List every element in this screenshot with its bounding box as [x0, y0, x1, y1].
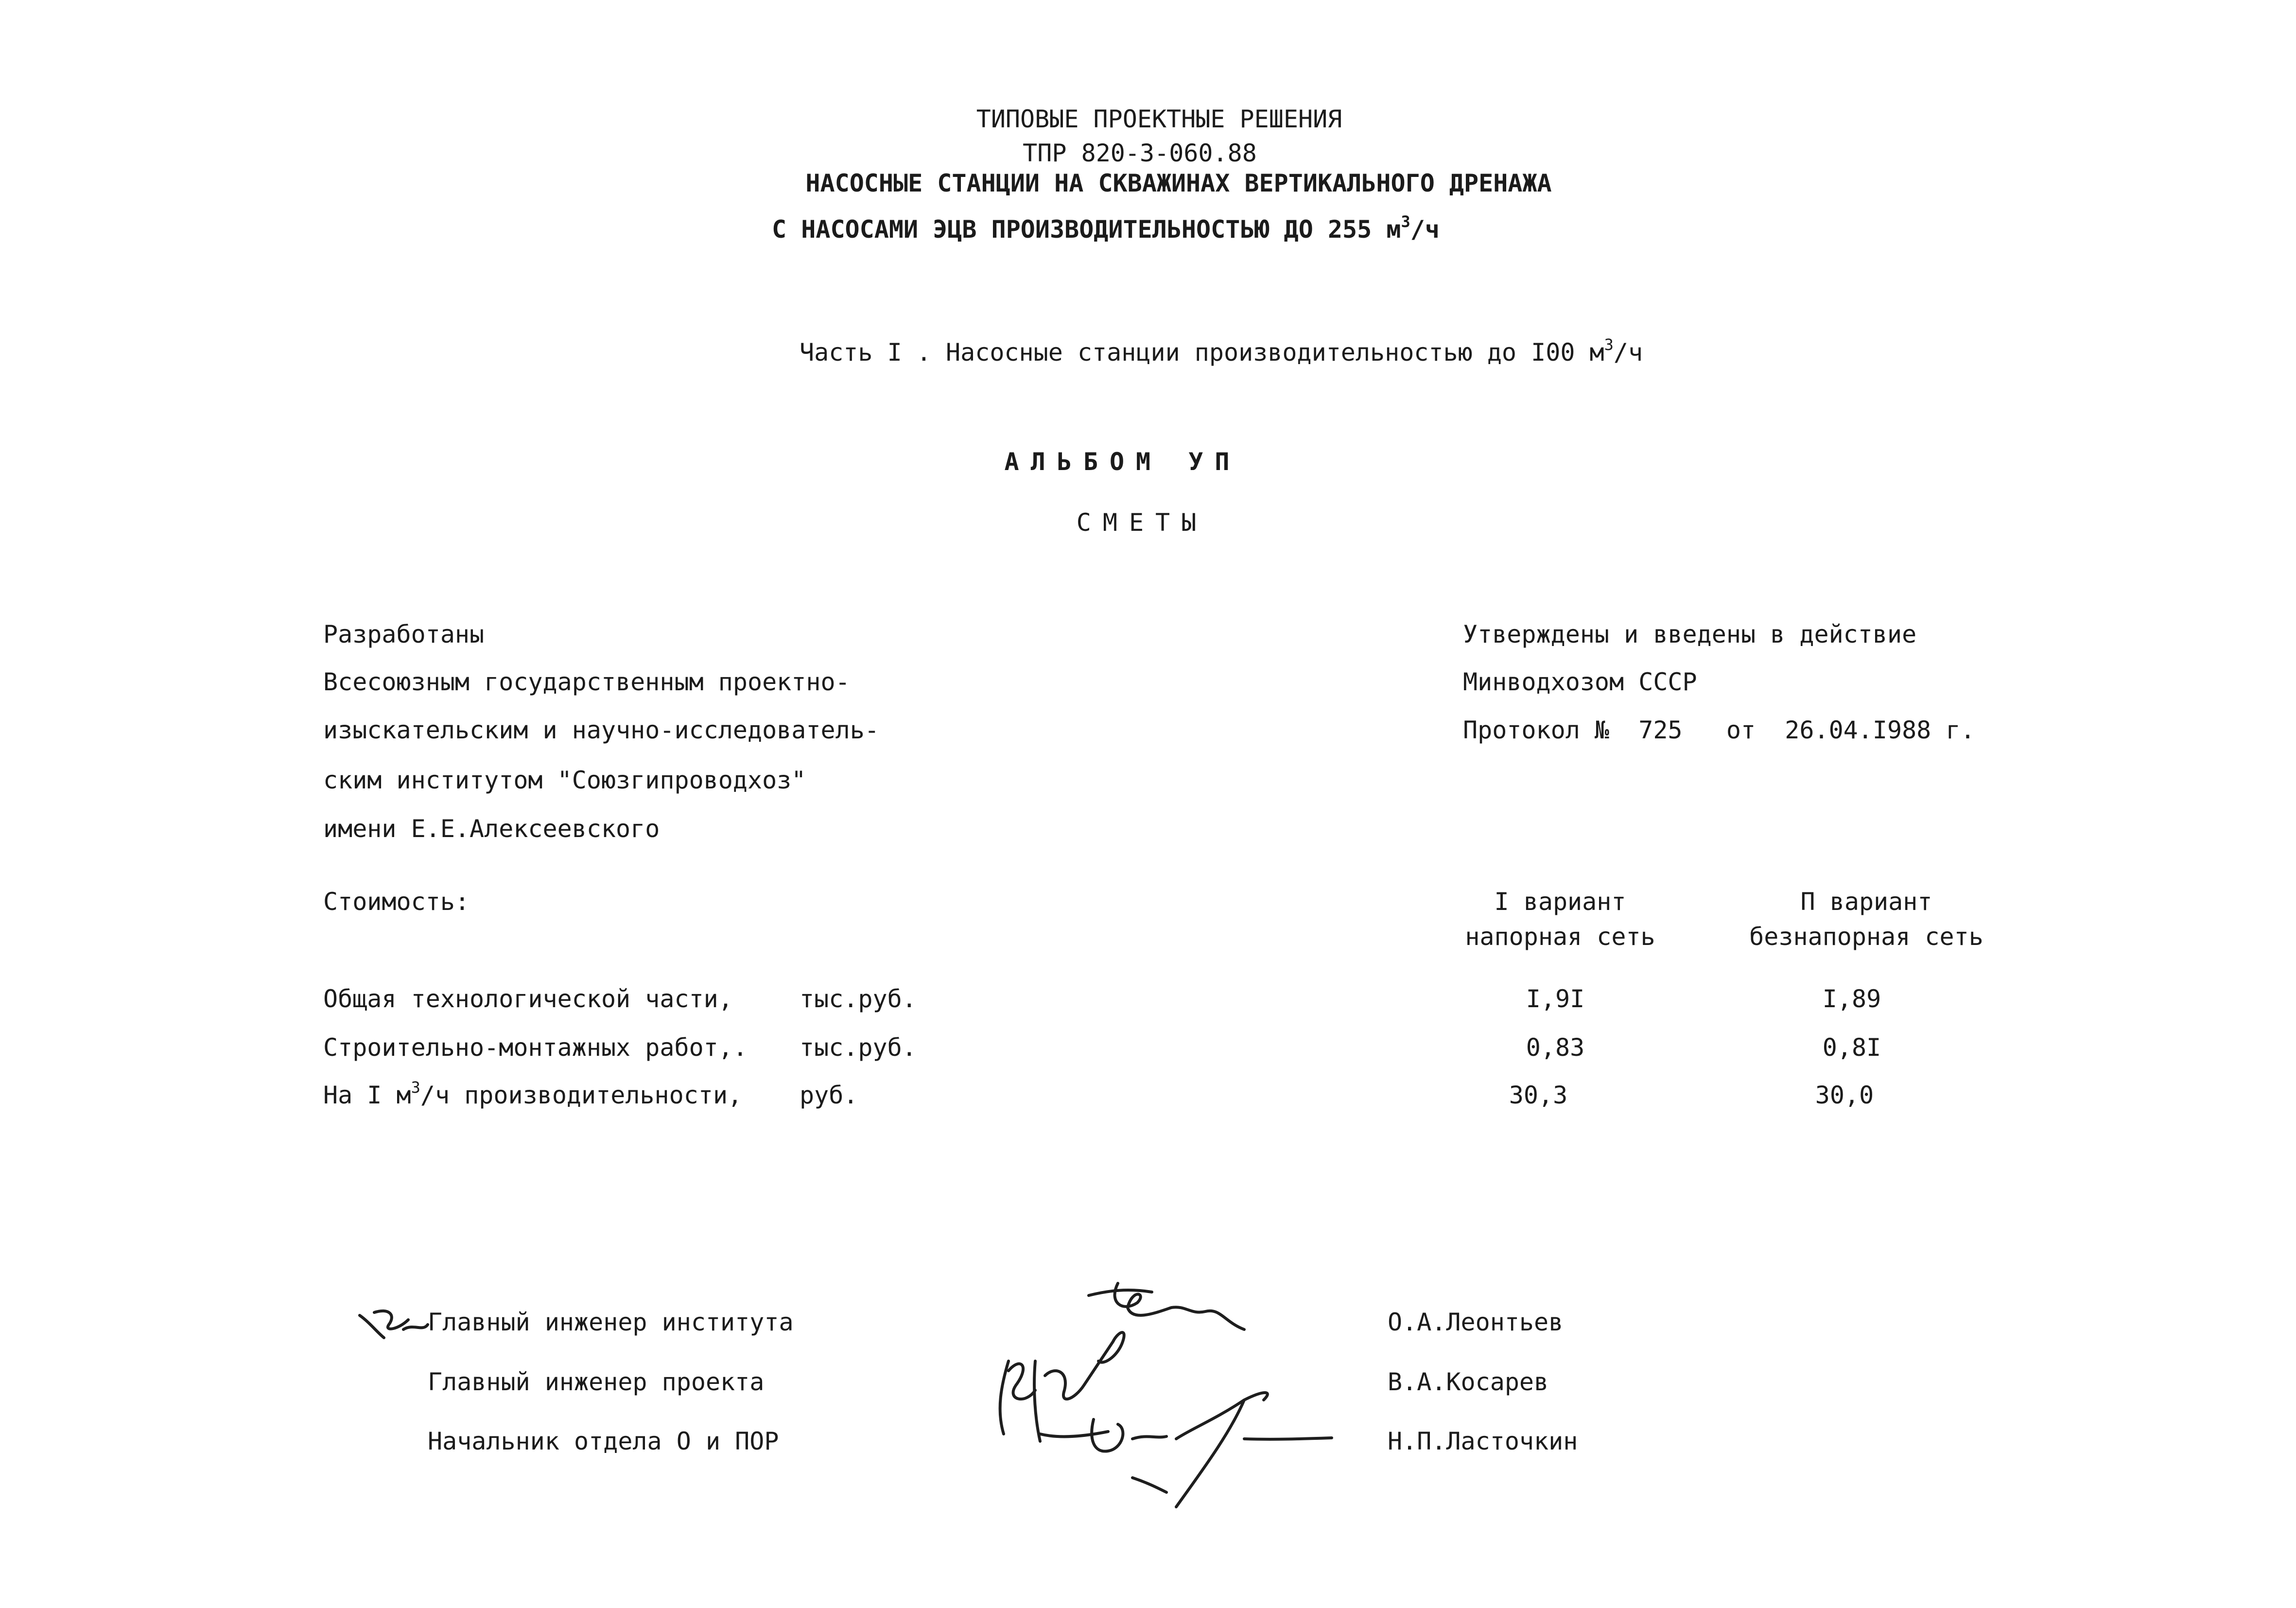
signer-position: Главный инженер проекта	[428, 1368, 765, 1396]
signer-position: Главный инженер института	[428, 1308, 794, 1336]
approved-heading: Утверждены и введены в действие	[1463, 620, 1917, 648]
cost-row-unit: тыс.руб.	[800, 1033, 917, 1062]
cost-row-value-v2: 0,8I	[1822, 1033, 1881, 1062]
developed-line: изыскательским и научно-исследователь-	[323, 716, 879, 744]
cost-row-value-v1: 0,83	[1526, 1033, 1585, 1062]
cost-label: Стоимость:	[323, 888, 470, 916]
header-line-4: С НАСОСАМИ ЭЦВ ПРОИЗВОДИТЕЛЬНОСТЬЮ ДО 255 $м^3/ч$	[772, 212, 1440, 244]
variant-1-header: I вариант	[1494, 888, 1626, 916]
cost-row-value-v2: 30,0	[1815, 1081, 1874, 1109]
cost-row-label: Строительно-монтажных работ,.	[323, 1033, 748, 1062]
album-title: АЛЬБОМ УП	[1004, 448, 1241, 476]
signature-stroke	[1000, 1332, 1124, 1441]
approved-line: Минводхозом СССР	[1463, 668, 1697, 696]
cost-row-unit: тыс.руб.	[800, 985, 917, 1013]
cost-row-unit: руб.	[800, 1081, 858, 1109]
header-line-1: ТИПОВЫЕ ПРОЕКТНЫЕ РЕШЕНИЯ	[976, 105, 1342, 133]
signer-position: Начальник отдела О и ПОР	[428, 1427, 779, 1455]
signer-name: О.А.Леонтьев	[1388, 1308, 1564, 1336]
cost-row-label: На I $м^3/ч$ производительности,	[323, 1078, 743, 1109]
signature-stroke	[1089, 1283, 1244, 1329]
developed-line: Всесоюзным государственным проектно-	[323, 668, 850, 696]
signer-name: Н.П.Ласточкин	[1388, 1427, 1578, 1455]
cost-row-value-v1: 30,3	[1509, 1081, 1568, 1109]
variant-2-header: П вариант	[1800, 888, 1932, 916]
cost-row-value-v2: I,89	[1822, 985, 1881, 1013]
document-subtitle: СМЕТЫ	[1076, 508, 1208, 537]
signature-stroke	[1040, 1393, 1332, 1507]
variant-2-subheader: безнапорная сеть	[1749, 923, 1983, 951]
part-title: Часть I . Насосные станции производительностью до I00 $м^3/ч$	[800, 335, 1643, 367]
initials-mark	[360, 1311, 428, 1338]
signer-name: В.А.Косарев	[1388, 1368, 1549, 1396]
developed-heading: Разработаны	[323, 620, 485, 648]
cost-row-label: Общая технологической части,	[323, 985, 733, 1013]
approved-protocol: Протокол № 725 от 26.04.I988 г.	[1463, 716, 1975, 744]
developed-line: ским институтом "Союзгипроводхоз"	[323, 766, 806, 794]
header-document-code: ТПР 820-3-060.88	[1023, 139, 1257, 167]
developed-line: имени Е.Е.Алексеевского	[323, 815, 660, 843]
cost-row-value-v1: I,9I	[1526, 985, 1585, 1013]
header-line-3: НАСОСНЫЕ СТАНЦИИ НА СКВАЖИНАХ ВЕРТИКАЛЬНОГО ДРЕНАЖА	[805, 169, 1552, 197]
variant-1-subheader: напорная сеть	[1465, 923, 1655, 951]
